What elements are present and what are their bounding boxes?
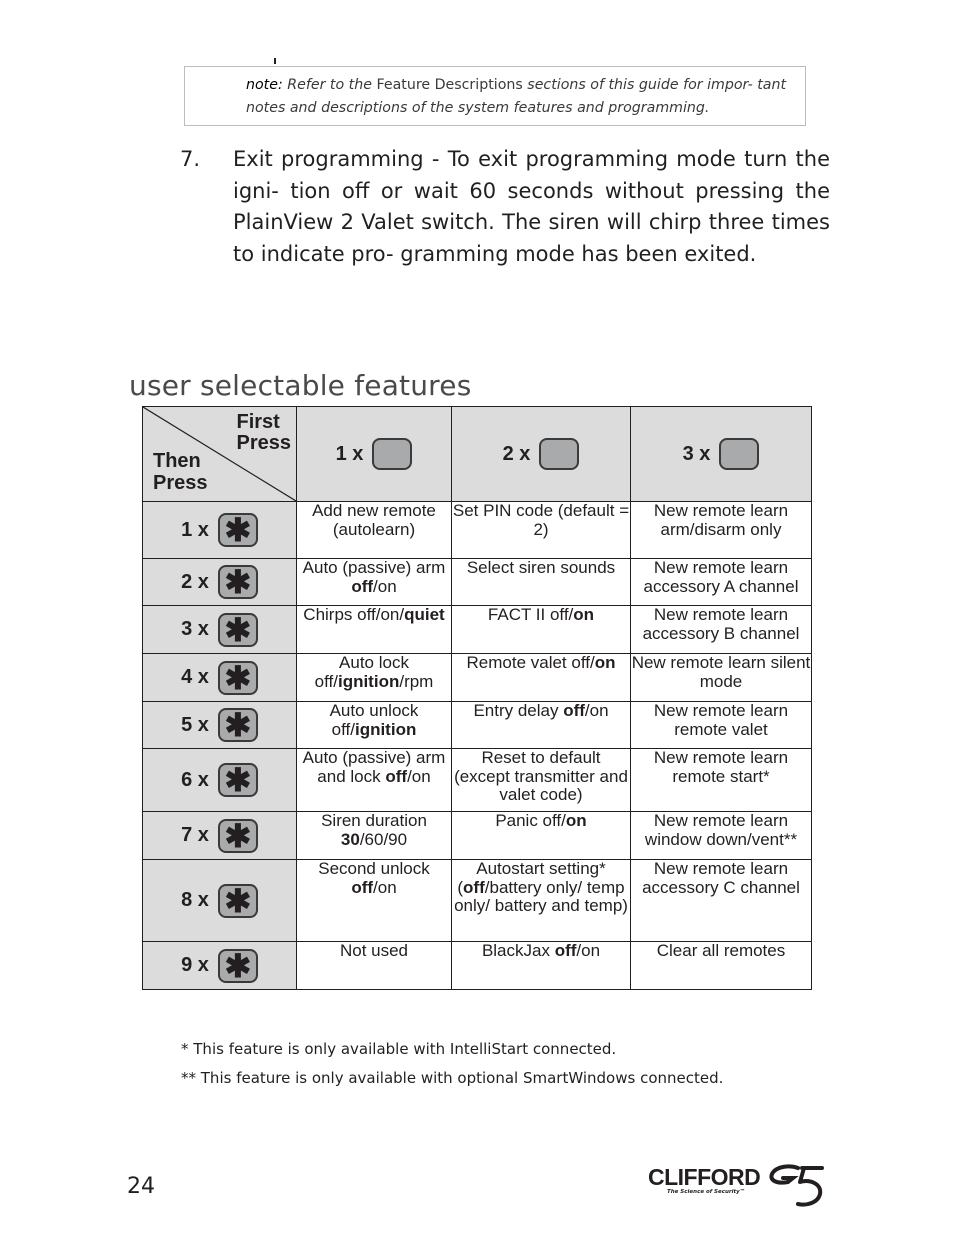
star-button-icon: ✱ xyxy=(218,708,258,742)
feature-text-pre: FACT II off/ xyxy=(487,605,574,624)
table-row xyxy=(143,812,812,860)
features-table xyxy=(142,406,812,990)
footnote-double-star: ** This feature is only available with optional SmartWindows connected. xyxy=(181,1069,724,1087)
feature-text-pre: Panic off/ xyxy=(495,811,566,830)
row-count-label: 2 x xyxy=(181,570,209,593)
row-header xyxy=(143,702,297,749)
logo-brand-text: CLIFFORD xyxy=(648,1164,761,1190)
row-count-label: 8 x xyxy=(181,889,209,911)
row-count-label: 6 x xyxy=(181,768,209,791)
row-count-label: 3 x xyxy=(181,618,209,640)
g5-mark-icon xyxy=(768,1162,826,1208)
table-row xyxy=(143,502,812,559)
footnote-single-star: * This feature is only available with IntelliStart connected. xyxy=(181,1040,617,1058)
clifford-logo xyxy=(648,1160,826,1208)
feature-cell xyxy=(631,860,812,942)
feature-text-pre: Add new remote (autolearn) xyxy=(312,501,436,539)
valet-button-icon xyxy=(719,438,759,470)
feature-text-pre: New remote learn remote valet xyxy=(653,701,789,739)
feature-cell xyxy=(297,702,452,749)
feature-cell xyxy=(631,812,812,860)
feature-text-pre: BlackJax xyxy=(481,941,555,960)
margin-tick-mark xyxy=(274,58,276,64)
row-header xyxy=(143,606,297,654)
then-press-label: Then Press xyxy=(153,450,208,494)
feature-text-pre: Select siren sounds xyxy=(466,558,616,577)
column-count-label: 3 x xyxy=(682,442,711,465)
feature-cell xyxy=(452,860,631,942)
star-button-icon: ✱ xyxy=(218,884,258,918)
feature-text-post: /on xyxy=(407,766,431,786)
row-header xyxy=(143,749,297,812)
feature-text-pre: New remote learn accessory B channel xyxy=(642,605,800,643)
feature-cell xyxy=(452,654,631,702)
footnotes xyxy=(181,1038,723,1096)
feature-text-bold: off xyxy=(463,877,485,897)
section-title: user selectable features xyxy=(129,369,472,403)
feature-cell xyxy=(452,749,631,812)
feature-text-bold: 30 xyxy=(340,829,360,849)
feature-text-pre: Auto (passive) arm xyxy=(302,558,446,577)
table-row xyxy=(143,606,812,654)
feature-text-bold: off xyxy=(385,766,408,786)
feature-text-bold: ignition xyxy=(354,719,417,739)
feature-cell xyxy=(452,702,631,749)
valet-button-icon xyxy=(372,438,412,470)
table-row xyxy=(143,942,812,990)
feature-text-bold: ignition xyxy=(337,671,400,691)
row-count-label: 5 x xyxy=(181,713,209,736)
feature-text-pre: Auto unlock off/ xyxy=(329,701,419,739)
table-row xyxy=(143,559,812,606)
column-header-2 xyxy=(452,407,631,502)
feature-cell xyxy=(631,559,812,606)
corner-cell xyxy=(143,407,297,502)
first-press-label: First Press xyxy=(236,411,291,454)
table-body xyxy=(143,502,812,990)
column-count-label: 2 x xyxy=(502,442,531,465)
feature-text-pre: Reset to default (except transmitter and valet code) xyxy=(454,748,628,804)
feature-text-pre: Siren duration xyxy=(321,811,427,830)
feature-cell xyxy=(297,942,452,990)
feature-text-pre: New remote learn remote start* xyxy=(653,748,789,786)
feature-cell xyxy=(452,606,631,654)
feature-text-post: /battery only/ temp only/ battery and temp) xyxy=(454,877,628,915)
note-reference: Feature Descriptions xyxy=(376,77,523,93)
feature-text-pre: Second unlock xyxy=(318,859,430,878)
table-row xyxy=(143,654,812,702)
valet-button-icon xyxy=(539,438,579,470)
feature-cell xyxy=(297,606,452,654)
table-row xyxy=(143,860,812,942)
feature-cell xyxy=(297,860,452,942)
feature-cell xyxy=(297,812,452,860)
note-label: note: xyxy=(246,77,283,93)
feature-text-bold: on xyxy=(594,653,616,672)
feature-text-bold: off xyxy=(351,877,374,897)
feature-cell xyxy=(631,654,812,702)
star-button-icon: ✱ xyxy=(218,565,258,599)
feature-text-pre: Remote valet off/ xyxy=(466,653,595,672)
feature-cell xyxy=(297,749,452,812)
feature-text-post: /60/90 xyxy=(359,829,408,849)
feature-text-pre: Chirps off/on/ xyxy=(303,605,405,624)
feature-text-bold: quiet xyxy=(404,605,445,624)
feature-cell xyxy=(452,502,631,559)
step-number: 7. xyxy=(180,147,201,171)
feature-text-pre: New remote learn arm/disarm only xyxy=(653,501,789,539)
logo-tagline: The Science of Security™ xyxy=(667,1189,746,1195)
row-header xyxy=(143,502,297,559)
feature-text-post: /on xyxy=(576,941,601,960)
feature-text-pre: Set PIN code (default = 2) xyxy=(452,501,630,539)
star-button-icon: ✱ xyxy=(218,763,258,797)
star-button-icon: ✱ xyxy=(218,819,258,853)
star-button-icon: ✱ xyxy=(218,661,258,695)
step-text: Exit programming - To exit programming mode turn the igni- tion off or wait 60 seconds without pressing the PlainView 2 Valet switch. The siren will chirp three times to indicate pro- gramming mode has been exited. xyxy=(233,147,830,266)
feature-text-pre: Clear all remotes xyxy=(656,941,786,960)
star-button-icon: ✱ xyxy=(218,613,258,647)
feature-text-bold: on xyxy=(573,605,595,624)
feature-cell xyxy=(631,749,812,812)
row-header xyxy=(143,559,297,606)
feature-text-pre: Auto lock off/ xyxy=(314,653,409,691)
feature-cell xyxy=(297,559,452,606)
feature-text-pre: Auto (passive) arm and lock xyxy=(302,748,446,786)
note-box xyxy=(184,66,806,126)
column-count-label: 1 x xyxy=(335,442,364,465)
feature-text-post: /on xyxy=(373,877,397,897)
row-header xyxy=(143,942,297,990)
feature-cell xyxy=(631,942,812,990)
note-text-after: sections of this guide for impor- tant notes and descriptions of the system features and programming. xyxy=(246,77,787,116)
table-row xyxy=(143,702,812,749)
note-text-before: Refer to the xyxy=(282,77,377,93)
feature-text-pre: New remote learn accessory C channel xyxy=(642,859,800,897)
row-count-label: 9 x xyxy=(181,954,209,976)
column-header-3 xyxy=(631,407,812,502)
star-button-icon: ✱ xyxy=(218,513,258,547)
row-count-label: 7 x xyxy=(181,824,209,846)
feature-text-bold: on xyxy=(565,811,587,830)
feature-cell xyxy=(452,559,631,606)
feature-text-post: /on xyxy=(584,701,609,720)
feature-cell xyxy=(631,702,812,749)
feature-cell xyxy=(631,606,812,654)
feature-text-bold: off xyxy=(554,941,577,960)
feature-cell xyxy=(452,942,631,990)
row-header xyxy=(143,654,297,702)
feature-text-bold: off xyxy=(351,576,374,596)
feature-text-pre: New remote learn silent mode xyxy=(631,653,811,691)
star-button-icon: ✱ xyxy=(218,949,258,983)
row-count-label: 4 x xyxy=(181,666,209,688)
feature-text-post: /on xyxy=(373,576,397,596)
row-header xyxy=(143,812,297,860)
feature-text-pre: Entry delay xyxy=(473,701,564,720)
feature-cell xyxy=(631,502,812,559)
feature-text-pre: Autostart setting* ( xyxy=(457,859,606,897)
feature-text-pre: New remote learn window down/vent** xyxy=(644,811,798,849)
feature-cell xyxy=(452,812,631,860)
row-header xyxy=(143,860,297,942)
feature-text-post: /rpm xyxy=(399,671,434,691)
feature-cell xyxy=(297,654,452,702)
feature-text-bold: off xyxy=(563,701,585,720)
feature-text-pre: Not used xyxy=(339,941,409,960)
feature-cell xyxy=(297,502,452,559)
table-row xyxy=(143,749,812,812)
table-header-row xyxy=(143,407,812,502)
row-count-label: 1 x xyxy=(181,518,209,541)
column-header-1 xyxy=(297,407,452,502)
page-number: 24 xyxy=(127,1174,155,1199)
feature-text-pre: New remote learn accessory A channel xyxy=(643,558,799,596)
